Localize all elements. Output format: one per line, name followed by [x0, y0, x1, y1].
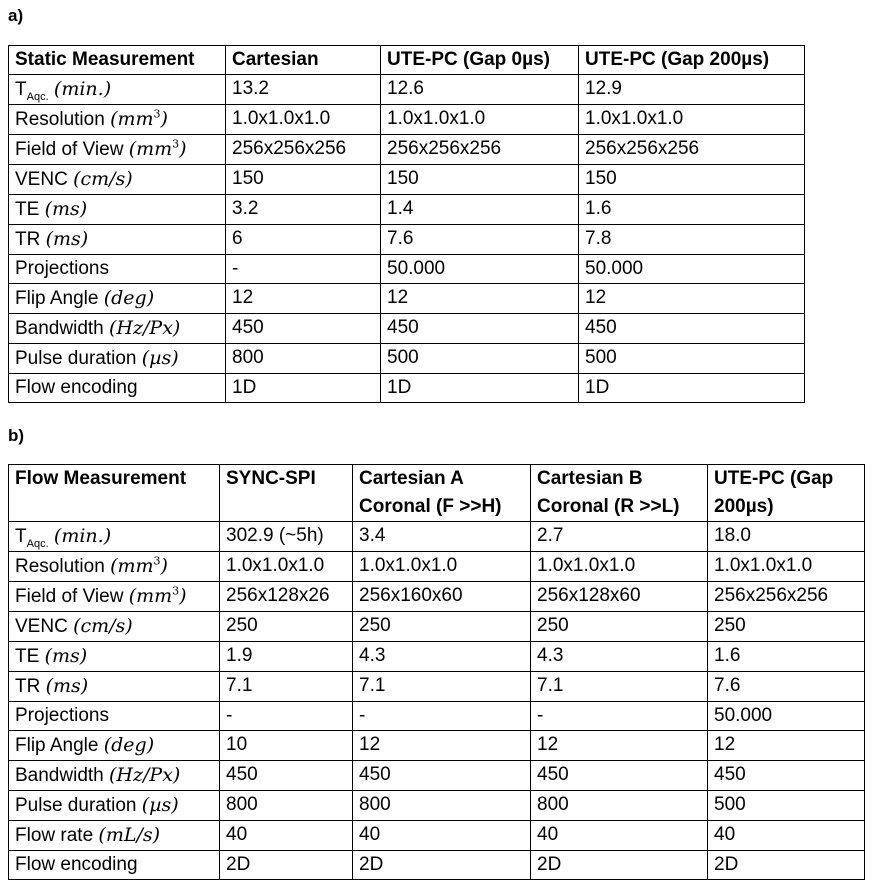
- parameter-name: Field of View: [15, 139, 124, 160]
- parameter-unit: $(mm^3)$: [110, 107, 168, 130]
- value-cell: 1.0x1.0x1.0: [531, 552, 708, 582]
- column-header: UTE-PC (Gap 0µs): [381, 46, 579, 75]
- parameter-name: Projections: [15, 705, 109, 726]
- value-cell: 50.000: [579, 255, 805, 284]
- value-cell: 450: [579, 314, 805, 344]
- value-cell: 1.4: [381, 195, 579, 225]
- value-cell: 1.0x1.0x1.0: [708, 552, 865, 582]
- panel-a-label: a): [8, 6, 24, 25]
- flow-measurement-table: [8, 464, 865, 880]
- value-cell: 1D: [226, 374, 381, 403]
- value-cell: 3.4: [353, 522, 531, 552]
- parameter-unit: $(mm^3)$: [110, 554, 168, 577]
- value-cell: 1.6: [579, 195, 805, 225]
- value-cell: 800: [353, 791, 531, 821]
- header-row: [9, 465, 865, 522]
- panel-b-label: b): [8, 426, 25, 445]
- parameter-unit: $(mm^3)$: [128, 584, 187, 607]
- parameter-name: Pulse duration: [15, 795, 137, 816]
- value-cell: 1D: [381, 374, 579, 403]
- value-cell: 7.8: [579, 225, 805, 255]
- value-cell: 500: [708, 791, 865, 821]
- value-cell: 10: [220, 731, 353, 761]
- value-cell: 250: [220, 612, 353, 642]
- row-label-cell: [9, 284, 226, 314]
- column-header: UTE-PC (Gap 200µs): [708, 465, 865, 522]
- row-label-cell: [9, 255, 226, 284]
- unit-exponent: 3: [172, 584, 180, 598]
- value-cell: 800: [531, 791, 708, 821]
- parameter-name: Flow encoding: [15, 377, 138, 398]
- value-cell: 450: [226, 314, 381, 344]
- table-row: [9, 642, 865, 672]
- row-label-cell: [9, 105, 226, 135]
- value-cell: 1D: [579, 374, 805, 403]
- value-cell: 50.000: [381, 255, 579, 284]
- parameter-name: TE: [15, 199, 40, 220]
- parameter-name: Pulse duration: [15, 348, 137, 369]
- parameter-name: Flip Angle: [15, 288, 99, 309]
- value-cell: 450: [381, 314, 579, 344]
- parameter-unit: $(mm^3)$: [128, 137, 187, 160]
- value-cell: 256x128x26: [220, 582, 353, 612]
- row-label-cell: [9, 552, 220, 582]
- value-cell: -: [531, 702, 708, 731]
- value-cell: 250: [353, 612, 531, 642]
- parameter-subscript: Aqc.: [26, 90, 49, 103]
- value-cell: 7.6: [381, 225, 579, 255]
- value-cell: 12: [579, 284, 805, 314]
- table-row: [9, 791, 865, 821]
- value-cell: 500: [381, 344, 579, 374]
- value-cell: 12.9: [579, 75, 805, 105]
- value-cell: 256x160x60: [353, 582, 531, 612]
- parameter-unit: (µs): [141, 794, 179, 816]
- row-label-cell: [9, 582, 220, 612]
- value-cell: 450: [220, 761, 353, 791]
- value-cell: 256x256x256: [579, 135, 805, 165]
- value-cell: 1.0x1.0x1.0: [579, 105, 805, 135]
- parameter-name: Flow encoding: [15, 854, 138, 875]
- parameter-name: Projections: [15, 258, 109, 279]
- row-label-cell: [9, 75, 226, 105]
- value-cell: 13.2: [226, 75, 381, 105]
- row-label-cell: [9, 821, 220, 851]
- value-cell: 12: [708, 731, 865, 761]
- table-row: [9, 582, 865, 612]
- value-cell: -: [353, 702, 531, 731]
- parameter-name: Field of View: [15, 586, 124, 607]
- unit-exponent: 3: [153, 107, 161, 121]
- value-cell: 150: [381, 165, 579, 195]
- value-cell: 1.0x1.0x1.0: [353, 552, 531, 582]
- parameter-unit: (min.): [53, 78, 112, 100]
- parameter-name: Resolution: [15, 556, 105, 577]
- column-header: Cartesian A Coronal (F >>H): [353, 465, 531, 522]
- column-header: Cartesian: [226, 46, 381, 75]
- row-label-cell: [9, 314, 226, 344]
- table-row: [9, 105, 805, 135]
- row-label-cell: [9, 374, 226, 403]
- parameter-unit: (mL/s): [98, 824, 161, 846]
- value-cell: 12: [226, 284, 381, 314]
- value-cell: 256x256x256: [381, 135, 579, 165]
- value-cell: 1.6: [708, 642, 865, 672]
- table-row: [9, 135, 805, 165]
- table-row: [9, 284, 805, 314]
- value-cell: 1.0x1.0x1.0: [381, 105, 579, 135]
- parameter-unit: (ms): [44, 198, 88, 220]
- value-cell: -: [220, 702, 353, 731]
- value-cell: 800: [220, 791, 353, 821]
- value-cell: 18.0: [708, 522, 865, 552]
- row-label-cell: [9, 731, 220, 761]
- value-cell: 2.7: [531, 522, 708, 552]
- value-cell: 1.0x1.0x1.0: [220, 552, 353, 582]
- value-cell: 3.2: [226, 195, 381, 225]
- parameter-unit: (Hz/Px): [109, 317, 181, 339]
- value-cell: 800: [226, 344, 381, 374]
- value-cell: 40: [708, 821, 865, 851]
- value-cell: 1.0x1.0x1.0: [226, 105, 381, 135]
- table-row: [9, 761, 865, 791]
- value-cell: 2D: [220, 851, 353, 880]
- value-cell: 256x256x256: [226, 135, 381, 165]
- parameter-name: TR: [15, 229, 41, 250]
- row-label-cell: [9, 225, 226, 255]
- column-header: UTE-PC (Gap 200µs): [579, 46, 805, 75]
- parameter-unit: (deg): [103, 287, 155, 309]
- row-label-cell: [9, 612, 220, 642]
- table-row: [9, 522, 865, 552]
- row-label-cell: [9, 672, 220, 702]
- unit-exponent: 3: [153, 554, 161, 568]
- parameter-name: Flow rate: [15, 825, 94, 846]
- row-label-cell: [9, 791, 220, 821]
- column-header: Static Measurement: [9, 46, 226, 75]
- parameter-name: VENC: [15, 616, 68, 637]
- column-header: Flow Measurement: [9, 465, 220, 522]
- value-cell: 7.1: [531, 672, 708, 702]
- value-cell: 450: [531, 761, 708, 791]
- row-label-cell: [9, 165, 226, 195]
- table-row: [9, 702, 865, 731]
- unit-exponent: 3: [172, 137, 180, 151]
- parameter-unit: (cm/s): [73, 615, 133, 637]
- table-row: [9, 821, 865, 851]
- column-header: SYNC-SPI: [220, 465, 353, 522]
- table-row: [9, 612, 865, 642]
- table-row: [9, 314, 805, 344]
- header-row: [9, 46, 805, 75]
- value-cell: 40: [531, 821, 708, 851]
- value-cell: 1.9: [220, 642, 353, 672]
- value-cell: 250: [708, 612, 865, 642]
- parameter-name: TE: [15, 646, 40, 667]
- value-cell: 256x128x60: [531, 582, 708, 612]
- row-label-cell: [9, 761, 220, 791]
- table-row: [9, 165, 805, 195]
- value-cell: 4.3: [531, 642, 708, 672]
- value-cell: 302.9 (~5h): [220, 522, 353, 552]
- value-cell: 40: [353, 821, 531, 851]
- value-cell: 6: [226, 225, 381, 255]
- table-row: [9, 672, 865, 702]
- value-cell: 4.3: [353, 642, 531, 672]
- value-cell: 7.1: [220, 672, 353, 702]
- value-cell: 150: [226, 165, 381, 195]
- value-cell: 2D: [708, 851, 865, 880]
- table-row: [9, 195, 805, 225]
- value-cell: 2D: [531, 851, 708, 880]
- parameter-unit: (ms): [44, 645, 88, 667]
- value-cell: 12: [381, 284, 579, 314]
- table-row: [9, 851, 865, 880]
- parameter-subscript: Aqc.: [26, 537, 49, 550]
- value-cell: 40: [220, 821, 353, 851]
- value-cell: 7.6: [708, 672, 865, 702]
- value-cell: 450: [353, 761, 531, 791]
- row-label-cell: [9, 135, 226, 165]
- value-cell: 50.000: [708, 702, 865, 731]
- parameter-name: Resolution: [15, 109, 105, 130]
- parameter-name: TR: [15, 676, 41, 697]
- row-label-cell: [9, 195, 226, 225]
- value-cell: 256x256x256: [708, 582, 865, 612]
- parameter-unit: (ms): [45, 228, 89, 250]
- table-row: [9, 731, 865, 761]
- row-label-cell: [9, 702, 220, 731]
- table-row: [9, 552, 865, 582]
- value-cell: 12.6: [381, 75, 579, 105]
- parameter-name: Bandwidth: [15, 765, 104, 786]
- parameter-name: VENC: [15, 169, 68, 190]
- value-cell: 150: [579, 165, 805, 195]
- value-cell: 12: [531, 731, 708, 761]
- value-cell: 2D: [353, 851, 531, 880]
- value-cell: 12: [353, 731, 531, 761]
- parameter-unit: (ms): [45, 675, 89, 697]
- parameter-unit: (min.): [53, 525, 112, 547]
- table-row: [9, 255, 805, 284]
- table-row: [9, 374, 805, 403]
- row-label-cell: [9, 344, 226, 374]
- value-cell: -: [226, 255, 381, 284]
- row-label-cell: [9, 522, 220, 552]
- parameter-unit: (cm/s): [73, 168, 133, 190]
- value-cell: 500: [579, 344, 805, 374]
- column-header: Cartesian B Coronal (R >>L): [531, 465, 708, 522]
- static-measurement-table: [8, 45, 805, 403]
- table-row: [9, 225, 805, 255]
- value-cell: 7.1: [353, 672, 531, 702]
- parameter-name: Bandwidth: [15, 318, 104, 339]
- value-cell: 250: [531, 612, 708, 642]
- row-label-cell: [9, 851, 220, 880]
- parameter-unit: (Hz/Px): [109, 764, 181, 786]
- value-cell: 450: [708, 761, 865, 791]
- parameter-unit: (deg): [103, 734, 155, 756]
- row-label-cell: [9, 642, 220, 672]
- parameter-unit: (µs): [141, 347, 179, 369]
- table-row: [9, 344, 805, 374]
- parameter-name: T: [15, 526, 27, 547]
- parameter-name: Flip Angle: [15, 735, 99, 756]
- table-row: [9, 75, 805, 105]
- parameter-name: T: [15, 79, 27, 100]
